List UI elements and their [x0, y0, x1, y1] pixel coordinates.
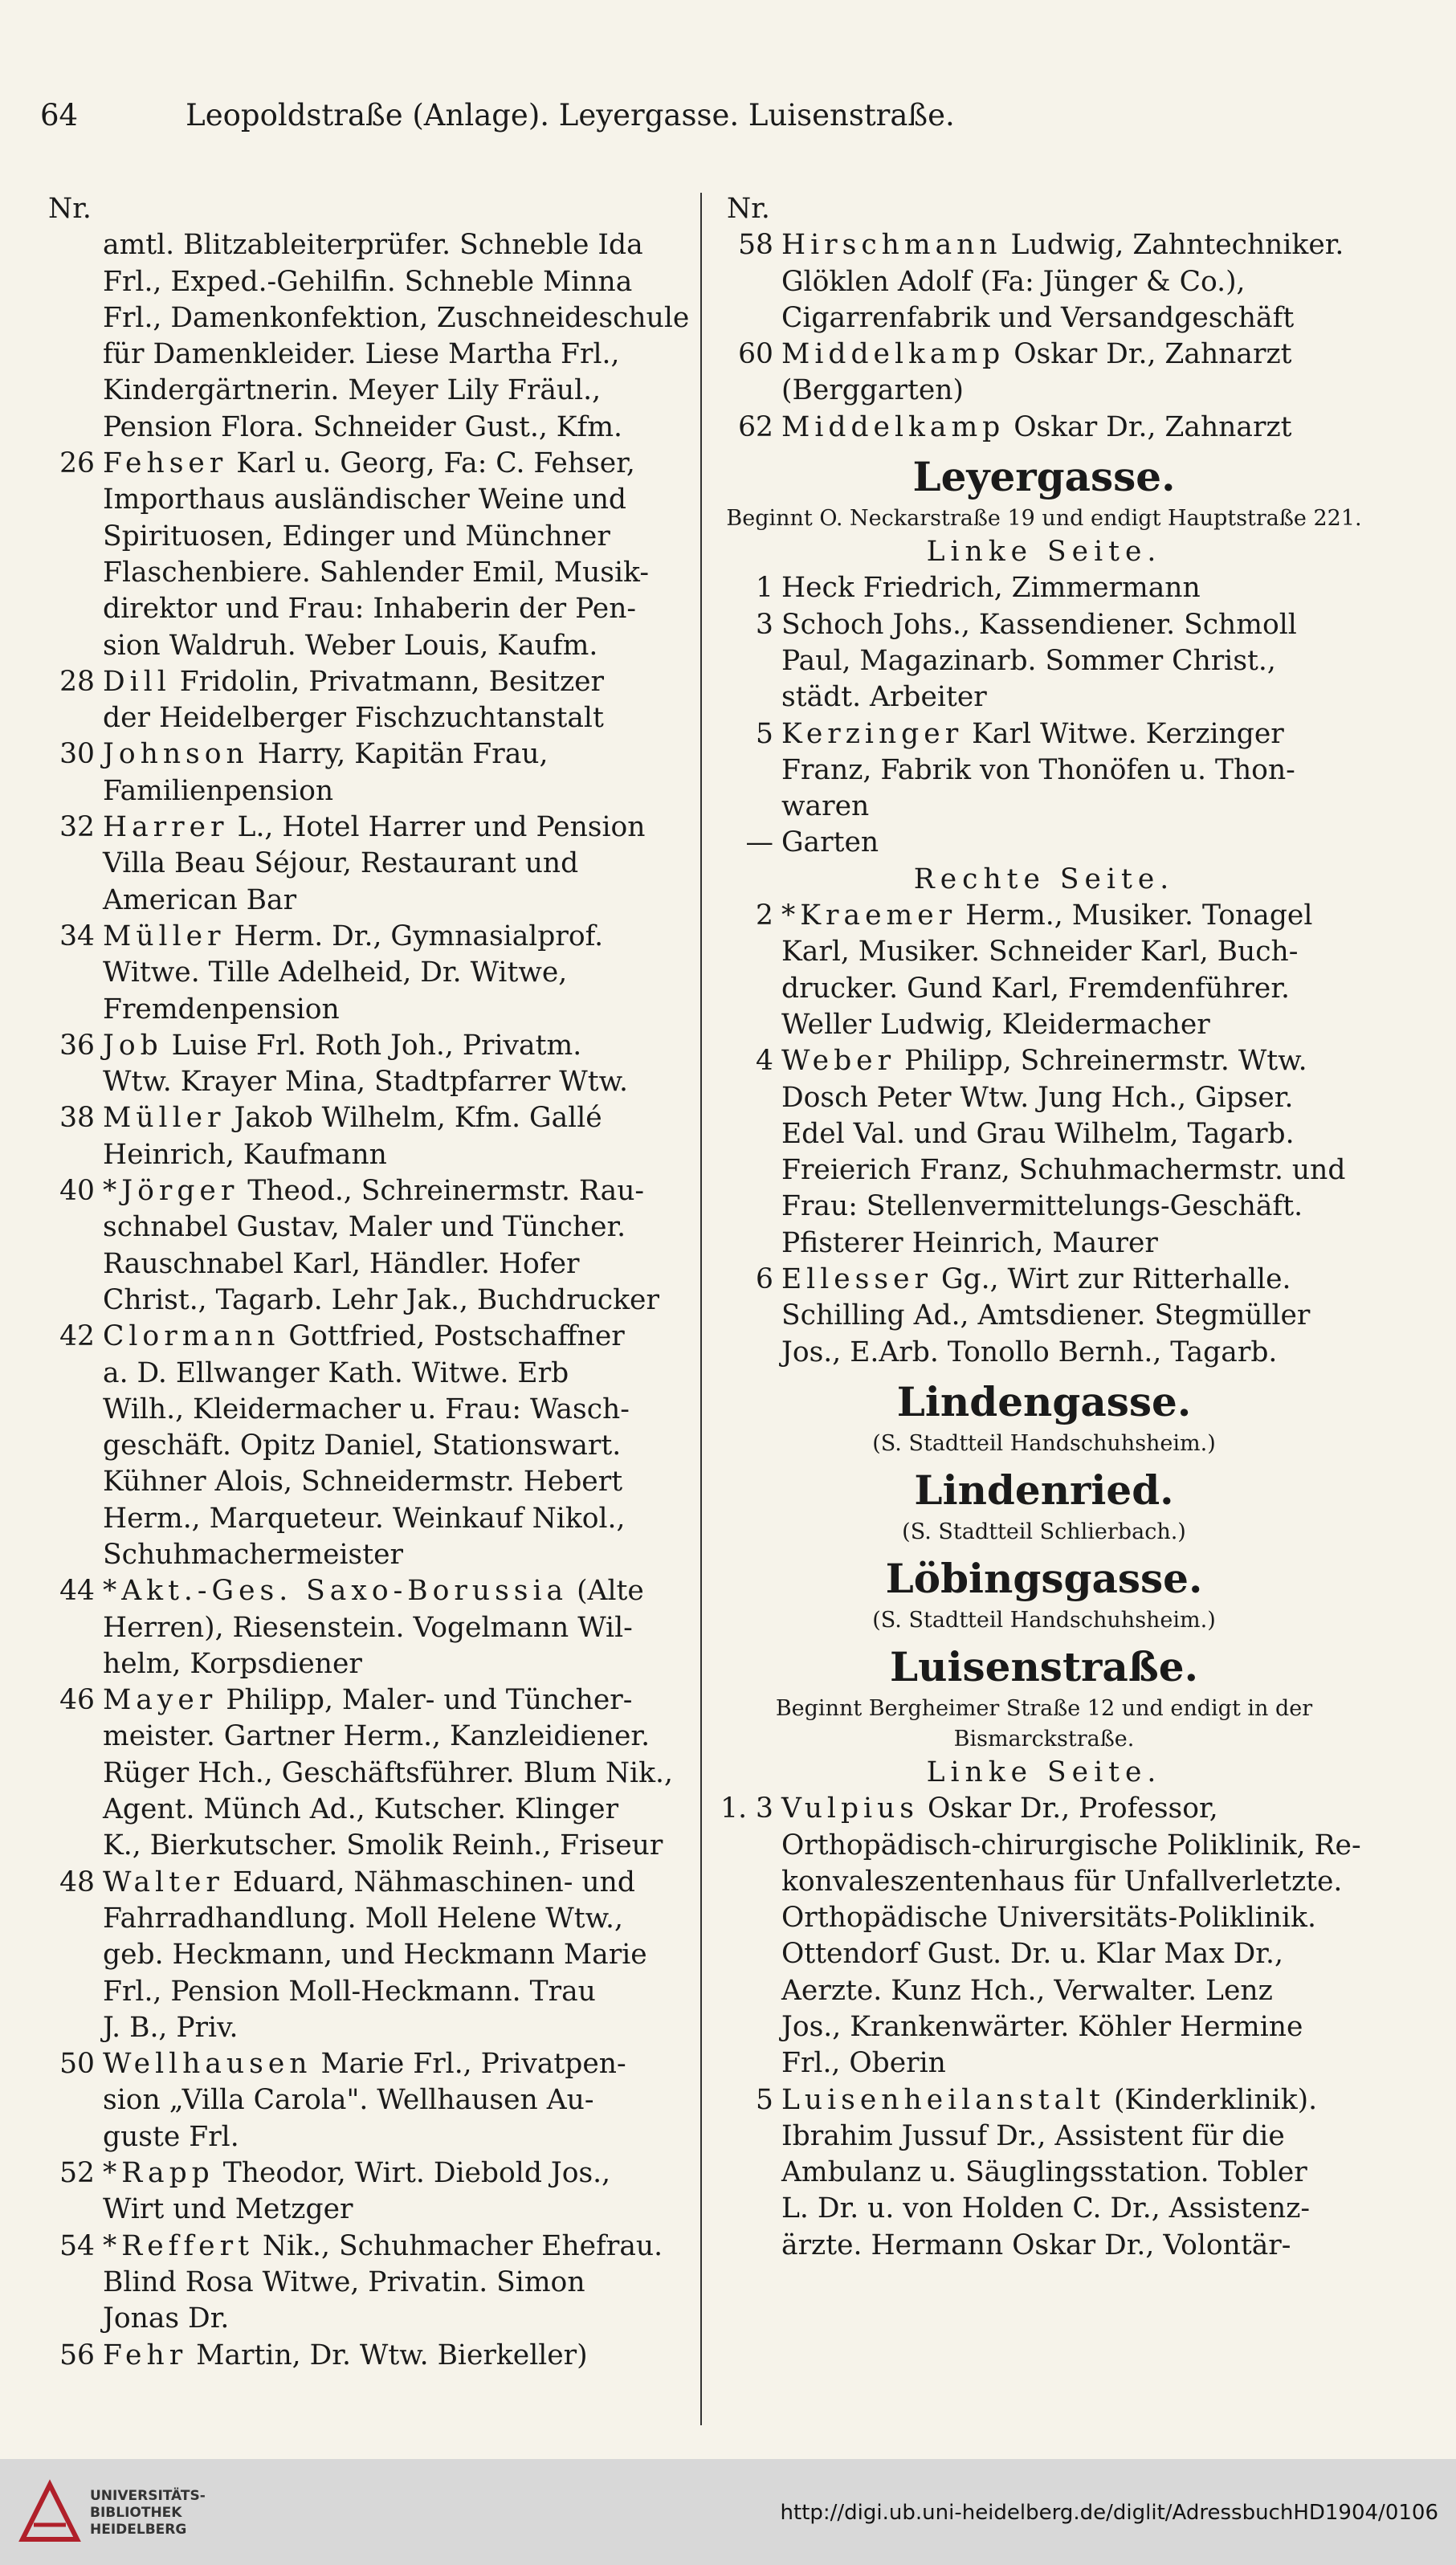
house-number: 36 — [59, 1029, 95, 1062]
entry-line: Garten — [781, 826, 879, 859]
entry-line: Schuhmachermeister — [103, 1538, 403, 1571]
section-title-loebingsgasse: Löbingsgasse. — [885, 1554, 1203, 1602]
entry-line: Ottendorf Gust. Dr. u. Klar Max Dr., — [781, 1938, 1283, 1971]
entry-line: Spirituosen, Edinger und Münchner — [103, 520, 610, 553]
owner-name: Clormann — [103, 1320, 280, 1353]
entry-line: Müller Jakob Wilhelm, Kfm. Gallé — [103, 1102, 602, 1135]
entry-line: Wtw. Krayer Mina, Stadtpfarrer Wtw. — [103, 1066, 629, 1099]
address-entry — [32, 1573, 691, 1682]
entry-line: drucker. Gund Karl, Fremdenführer. — [781, 972, 1290, 1005]
source-url-link[interactable]: http://digi.ub.uni-heidelberg.de/diglit/AdressbuchHD1904/0106 — [780, 2501, 1438, 2525]
side-label: Linke Seite. — [926, 536, 1162, 569]
address-entry — [711, 898, 1377, 1043]
entry-line: (Berggarten) — [781, 374, 964, 407]
leyergasse-right-entries — [711, 898, 1377, 1371]
owner-name: Middelkamp — [781, 338, 1005, 371]
entry-line: Weller Ludwig, Kleidermacher — [781, 1008, 1210, 1041]
entry-line: Walter Eduard, Nähmaschinen- und — [103, 1866, 635, 1898]
section-note: (S. Stadtteil Handschuhsheim.) — [872, 1607, 1216, 1633]
entry-line: Fehser Karl u. Georg, Fa: C. Fehser, — [103, 447, 635, 480]
entry-line: Herren), Riesenstein. Vogelmann Wil- — [103, 1611, 633, 1644]
owner-name: Müller — [103, 920, 226, 952]
entry-line: Weber Philipp, Schreinermstr. Wtw. — [781, 1045, 1307, 1078]
entry-line: Frl., Oberin — [781, 2047, 946, 2080]
entry-line: K., Bierkutscher. Smolik Reinh., Friseur — [103, 1829, 663, 1862]
intro-line: amtl. Blitzableiterprüfer. Schneble Ida — [103, 229, 643, 262]
section-note: Bismarckstraße. — [953, 1726, 1135, 1751]
entry-line: Christ., Tagarb. Lehr Jak., Buchdrucker — [103, 1283, 659, 1316]
address-entry — [711, 1043, 1377, 1262]
entry-line: Ellesser Gg., Wirt zur Ritterhalle. — [781, 1263, 1291, 1296]
section-title-luisenstrasse: Luisenstraße. — [889, 1642, 1198, 1690]
owner-name: Wellhausen — [103, 2048, 312, 2081]
footer-bar — [0, 2459, 1456, 2565]
house-number: 56 — [59, 2339, 95, 2371]
entry-line: sion „Villa Carola". Wellhausen Au- — [103, 2084, 594, 2117]
entry-line: waren — [781, 790, 870, 823]
intro-line: Frl., Exped.-Gehilfin. Schneble Minna — [103, 265, 633, 298]
house-number: 42 — [59, 1320, 95, 1353]
house-number: 54 — [59, 2229, 95, 2262]
column-header-nr: Nr. — [48, 193, 92, 225]
owner-name: Dill — [103, 665, 171, 698]
entry-line: Middelkamp Oskar Dr., Zahnarzt — [781, 338, 1292, 371]
entry-line: Hirschmann Ludwig, Zahntechniker. — [781, 229, 1344, 262]
house-number: 44 — [59, 1575, 95, 1608]
entry-line: *Reffert Nik., Schuhmacher Ehefrau. — [103, 2229, 663, 2262]
address-entry — [711, 570, 1377, 606]
entry-line: Pfisterer Heinrich, Maurer — [781, 1226, 1158, 1259]
address-entry — [32, 2229, 691, 2338]
section-title-lindenried: Lindenried. — [914, 1466, 1174, 1514]
entry-line: direktor und Frau: Inhaberin der Pen- — [103, 593, 637, 626]
entry-line: Ambulanz u. Säuglingsstation. Tobler — [781, 2156, 1307, 2189]
entry-line: Witwe. Tille Adelheid, Dr. Witwe, — [103, 956, 568, 989]
house-number: 46 — [59, 1684, 95, 1717]
entry-line: Edel Val. und Grau Wilhelm, Tagarb. — [781, 1117, 1295, 1150]
owner-name: *Jörger — [103, 1175, 239, 1208]
section-title-lindengasse: Lindengasse. — [896, 1377, 1192, 1425]
address-entry — [32, 809, 691, 919]
entry-line: American Bar — [103, 883, 297, 916]
entry-line: Paul, Magazinarb. Sommer Christ., — [781, 644, 1276, 677]
entry-line: geschäft. Opitz Daniel, Stationswart. — [103, 1429, 622, 1462]
address-entry — [32, 1100, 691, 1173]
entry-line: Fahrradhandlung. Moll Helene Wtw., — [103, 1902, 623, 1935]
house-number: 1 — [756, 572, 773, 605]
entry-line: Herm., Marqueteur. Weinkauf Nikol., — [103, 1502, 626, 1535]
address-entry — [32, 919, 691, 1028]
section-note: Beginnt Bergheimer Straße 12 und endigt in der — [775, 1695, 1313, 1721]
entry-line: guste Frl. — [103, 2120, 239, 2153]
entry-line: Ibrahim Jussuf Dr., Assistent für die — [781, 2119, 1285, 2152]
entry-line: Mayer Philipp, Maler- und Tüncher- — [103, 1684, 633, 1717]
owner-name: Walter — [103, 1866, 224, 1898]
entry-line: Aerzte. Kunz Hch., Verwalter. Lenz — [781, 1974, 1273, 2007]
entry-line: Kerzinger Karl Witwe. Kerzinger — [781, 717, 1284, 750]
house-number: 4 — [756, 1045, 773, 1078]
owner-name: Mayer — [103, 1684, 218, 1717]
house-number: 28 — [59, 665, 95, 698]
address-entry — [32, 2155, 691, 2229]
house-number: 38 — [59, 1102, 95, 1135]
entry-line: Orthopädisch-chirurgische Poliklinik, Re- — [781, 1829, 1361, 1862]
house-number: 60 — [738, 338, 773, 371]
entry-line: *Jörger Theod., Schreinermstr. Rau- — [103, 1175, 645, 1208]
owner-name: *Rapp — [103, 2157, 214, 2190]
owner-name: Vulpius — [781, 1792, 920, 1825]
owner-name: Kerzinger — [781, 717, 964, 750]
column-header-nr: Nr. — [727, 193, 770, 225]
house-number: 1. 3 — [720, 1792, 773, 1825]
owner-name: *Kraemer — [781, 899, 957, 932]
house-number: — — [745, 826, 773, 859]
entry-line: Dill Fridolin, Privatmann, Besitzer — [103, 665, 605, 698]
entry-line: Job Luise Frl. Roth Joh., Privatm. — [103, 1029, 582, 1062]
owner-name: Fehr — [103, 2339, 188, 2371]
address-entry — [711, 336, 1377, 410]
entry-line: Harrer L., Hotel Harrer und Pension — [103, 811, 646, 844]
logo-line: UNIVERSITÄTS- — [90, 2488, 206, 2504]
entry-line: Middelkamp Oskar Dr., Zahnarzt — [781, 410, 1292, 443]
luisenstrasse-entries — [711, 1791, 1377, 2264]
intro-line: Pension Flora. Schneider Gust., Kfm. — [103, 410, 623, 443]
house-number: 6 — [756, 1263, 773, 1296]
owner-name: Middelkamp — [781, 410, 1005, 443]
entry-line: Frl., Pension Moll-Heckmann. Trau — [103, 1975, 596, 2008]
entry-line: a. D. Ellwanger Kath. Witwe. Erb — [103, 1356, 569, 1389]
entry-line: Cigarrenfabrik und Versandgeschäft — [781, 301, 1295, 334]
address-entry — [711, 716, 1377, 826]
address-entry — [32, 1682, 691, 1864]
entry-line: *Rapp Theodor, Wirt. Diebold Jos., — [103, 2157, 611, 2190]
entry-line: Orthopädische Universitäts-Poliklinik. — [781, 1902, 1316, 1935]
entry-line: Familienpension — [103, 774, 334, 807]
house-number: 58 — [738, 229, 773, 262]
entry-line: Dosch Peter Wtw. Jung Hch., Gipser. — [781, 1081, 1294, 1114]
entry-line: sion Waldruh. Weber Louis, Kaufm. — [103, 629, 598, 662]
entry-line: Müller Herm. Dr., Gymnasialprof. — [103, 920, 604, 952]
owner-name: Job — [103, 1029, 163, 1062]
address-entry — [32, 664, 691, 737]
owner-name: Weber — [781, 1045, 896, 1078]
intro-line: für Damenkleider. Liese Martha Frl., — [103, 338, 620, 371]
address-entry — [32, 1865, 691, 2046]
page-number: 64 — [40, 98, 79, 133]
entry-line: geb. Heckmann, und Heckmann Marie — [103, 1939, 647, 1972]
entry-line: ärzte. Hermann Oskar Dr., Volontär- — [781, 2229, 1291, 2261]
entry-line: Jonas Dr. — [103, 2302, 230, 2335]
entry-line: der Heidelberger Fischzuchtanstalt — [103, 702, 604, 735]
entry-line: schnabel Gustav, Maler und Tüncher. — [103, 1211, 626, 1244]
entry-line: J. B., Priv. — [103, 2011, 239, 2044]
entry-line: städt. Arbeiter — [781, 681, 987, 714]
house-number: 52 — [59, 2157, 95, 2190]
owner-name: Harrer — [103, 811, 229, 844]
section-note: (S. Stadtteil Schlierbach.) — [902, 1519, 1186, 1544]
owner-name: Luisenheilanstalt — [781, 2083, 1106, 2116]
side-label: Linke Seite. — [926, 1756, 1162, 1788]
owner-name: Johnson — [103, 738, 249, 771]
entry-line: Franz, Fabrik von Thonöfen u. Thon- — [781, 753, 1295, 786]
house-number: 5 — [756, 2083, 773, 2116]
house-number: 50 — [59, 2048, 95, 2081]
right-top-entries — [711, 227, 1377, 446]
entry-line: helm, Korpsdiener — [103, 1647, 362, 1680]
address-entry — [711, 410, 1377, 446]
library-logo-icon — [14, 2477, 85, 2547]
house-number: 32 — [59, 811, 95, 844]
house-number: 30 — [59, 738, 95, 771]
entry-line: Heinrich, Kaufmann — [103, 1138, 387, 1171]
entry-line: Luisenheilanstalt (Kinderklinik). — [781, 2083, 1318, 2116]
entry-line: Wirt und Metzger — [103, 2193, 353, 2226]
owner-name: *Akt.-Ges. Saxo-Borussia — [103, 1575, 569, 1608]
entry-line: Vulpius Oskar Dr., Professor, — [781, 1792, 1218, 1825]
address-entry — [711, 607, 1377, 716]
address-entry — [711, 227, 1377, 336]
side-label: Rechte Seite. — [913, 862, 1175, 895]
intro-block — [32, 227, 691, 446]
address-entry — [711, 1262, 1377, 1371]
address-entry — [32, 1319, 691, 1573]
house-number: 34 — [59, 920, 95, 952]
address-entry — [711, 1791, 1377, 2082]
owner-name: Fehser — [103, 447, 228, 480]
entry-line: L. Dr. u. von Holden C. Dr., Assistenz- — [781, 2192, 1311, 2225]
left-column — [32, 191, 691, 2374]
house-number: 48 — [59, 1866, 95, 1898]
address-entry — [32, 1173, 691, 1319]
address-entry — [711, 825, 1377, 861]
logo-line: HEIDELBERG — [90, 2522, 187, 2538]
entry-line: *Akt.-Ges. Saxo-Borussia (Alte — [103, 1575, 644, 1608]
house-number: 26 — [59, 447, 95, 480]
house-number: 5 — [756, 717, 773, 750]
entry-line: Villa Beau Séjour, Restaurant und — [103, 847, 579, 880]
entry-line: Jos., Krankenwärter. Köhler Hermine — [781, 2010, 1303, 2043]
section-note: Beginnt O. Neckarstraße 19 und endigt Hauptstraße 221. — [726, 506, 1362, 532]
address-entry — [32, 1028, 691, 1101]
entry-line: Clormann Gottfried, Postschaffner — [103, 1320, 625, 1353]
library-logo-text — [90, 2488, 206, 2538]
address-entry — [711, 2082, 1377, 2264]
entry-line: Kühner Alois, Schneidermstr. Hebert — [103, 1466, 623, 1499]
entry-line: meister. Gartner Herm., Kanzleidiener. — [103, 1720, 651, 1753]
entry-line: Frau: Stellenvermittelungs-Geschäft. — [781, 1190, 1303, 1223]
entry-line: Fremdenpension — [103, 993, 340, 1026]
entry-line: Karl, Musiker. Schneider Karl, Buch- — [781, 936, 1299, 969]
entry-line: Fehr Martin, Dr. Wtw. Bierkeller) — [103, 2339, 588, 2371]
intro-line: Kindergärtnerin. Meyer Lily Fräul., — [103, 374, 602, 407]
entry-line: konvaleszentenhaus für Unfallverletzte. — [781, 1865, 1343, 1898]
column-divider — [700, 193, 702, 2425]
owner-name: Hirschmann — [781, 229, 1002, 262]
page-title: Leopoldstraße (Anlage). Leyergasse. Luisenstraße. — [186, 98, 955, 133]
owner-name: Müller — [103, 1102, 226, 1135]
house-number: 40 — [59, 1175, 95, 1208]
entry-line: Blind Rosa Witwe, Privatin. Simon — [103, 2265, 585, 2298]
entry-line: *Kraemer Herm., Musiker. Tonagel — [781, 899, 1313, 932]
entry-line: Rüger Hch., Geschäftsführer. Blum Nik., — [103, 1756, 673, 1789]
entry-line: Importhaus ausländischer Weine und — [103, 483, 627, 516]
entry-line: Wellhausen Marie Frl., Privatpen- — [103, 2048, 626, 2081]
house-number: 62 — [738, 410, 773, 443]
entry-line: Schoch Johs., Kassendiener. Schmoll — [781, 608, 1297, 641]
entry-line: Rauschnabel Karl, Händler. Hofer — [103, 1247, 580, 1280]
entry-line: Glöklen Adolf (Fa: Jünger & Co.), — [781, 265, 1246, 298]
entry-line: Schilling Ad., Amtsdiener. Stegmüller — [781, 1299, 1311, 1332]
entry-line: Agent. Münch Ad., Kutscher. Klinger — [103, 1793, 619, 1826]
left-entries — [32, 446, 691, 2374]
page-header — [40, 98, 1100, 146]
address-entry — [32, 2046, 691, 2155]
entry-line: Johnson Harry, Kapitän Frau, — [103, 738, 549, 771]
entry-line: Wilh., Kleidermacher u. Frau: Wasch- — [103, 1393, 630, 1425]
house-number: 3 — [756, 608, 773, 641]
house-number: 2 — [756, 899, 773, 932]
intro-line: Frl., Damenkonfektion, Zuschneideschule — [103, 301, 690, 334]
entry-line: Freierich Franz, Schuhmachermstr. und — [781, 1154, 1346, 1187]
entry-line: Flaschenbiere. Sahlender Emil, Musik- — [103, 556, 649, 589]
section-title-leyergasse: Leyergasse. — [912, 453, 1176, 501]
address-entry — [32, 2338, 691, 2374]
owner-name: Ellesser — [781, 1263, 932, 1296]
section-note: (S. Stadtteil Handschuhsheim.) — [872, 1430, 1216, 1456]
entry-line: Heck Friedrich, Zimmermann — [781, 572, 1201, 605]
address-entry — [32, 736, 691, 809]
leyergasse-left-entries — [711, 570, 1377, 861]
address-entry — [32, 446, 691, 664]
right-column — [711, 191, 1377, 2264]
owner-name: *Reffert — [103, 2229, 254, 2262]
entry-line: Jos., E.Arb. Tonollo Bernh., Tagarb. — [781, 1336, 1278, 1368]
logo-line: BIBLIOTHEK — [90, 2505, 182, 2521]
